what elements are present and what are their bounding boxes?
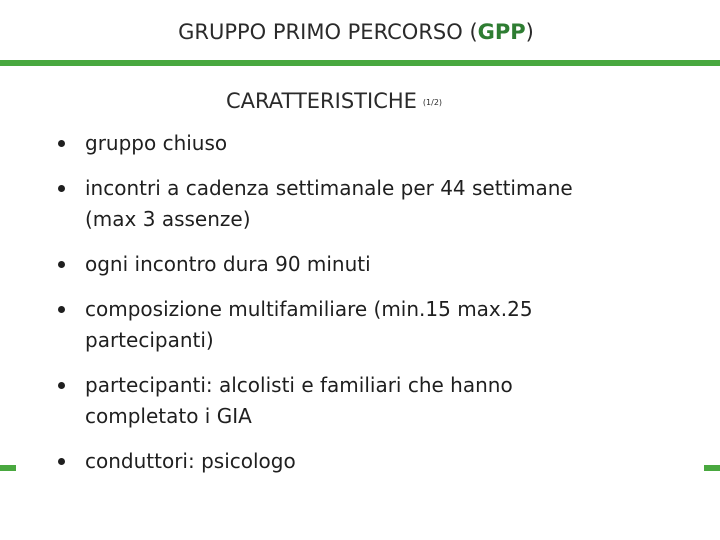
header-divider bbox=[0, 60, 720, 66]
list-item-line: partecipanti: alcolisti e familiari che hanno bbox=[85, 373, 513, 397]
list-item-text bbox=[85, 294, 696, 356]
list-item bbox=[56, 446, 696, 477]
list-item-text bbox=[85, 446, 696, 477]
list-item bbox=[56, 128, 696, 159]
list-item-line: composizione multifamiliare (min.15 max.25 bbox=[85, 297, 533, 321]
list-item-text bbox=[85, 370, 696, 432]
bullet-icon bbox=[58, 261, 65, 268]
list-item bbox=[56, 249, 696, 280]
list-item-text bbox=[85, 173, 696, 235]
title-suffix: ) bbox=[525, 20, 534, 44]
section-title-text: CARATTERISTICHE bbox=[226, 89, 417, 113]
page-indicator: (1/2) bbox=[422, 98, 443, 107]
list-item bbox=[56, 173, 696, 235]
bullet-icon bbox=[58, 140, 65, 147]
title-prefix: GRUPPO PRIMO PERCORSO ( bbox=[178, 20, 478, 44]
characteristics-list bbox=[56, 128, 696, 491]
list-item-line: ogni incontro dura 90 minuti bbox=[85, 252, 371, 276]
list-item-text bbox=[85, 128, 696, 159]
list-item bbox=[56, 294, 696, 356]
title-accent: GPP bbox=[477, 20, 526, 44]
bullet-icon bbox=[58, 306, 65, 313]
list-item-text bbox=[85, 249, 696, 280]
list-item-line: completato i GIA bbox=[85, 404, 252, 428]
list-item-line: partecipanti) bbox=[85, 328, 214, 352]
list-item-line: (max 3 assenze) bbox=[85, 207, 251, 231]
list-item bbox=[56, 370, 696, 432]
page-title bbox=[0, 18, 712, 46]
left-accent-mark bbox=[0, 465, 16, 471]
bullet-icon bbox=[58, 458, 65, 465]
list-item-line: gruppo chiuso bbox=[85, 131, 228, 155]
list-item-line: conduttori: psicologo bbox=[85, 449, 296, 473]
list-item-line: incontri a cadenza settimanale per 44 settimane bbox=[85, 176, 573, 200]
bullet-icon bbox=[58, 382, 65, 389]
right-accent-mark bbox=[704, 465, 720, 471]
section-title bbox=[226, 88, 442, 115]
bullet-icon bbox=[58, 185, 65, 192]
